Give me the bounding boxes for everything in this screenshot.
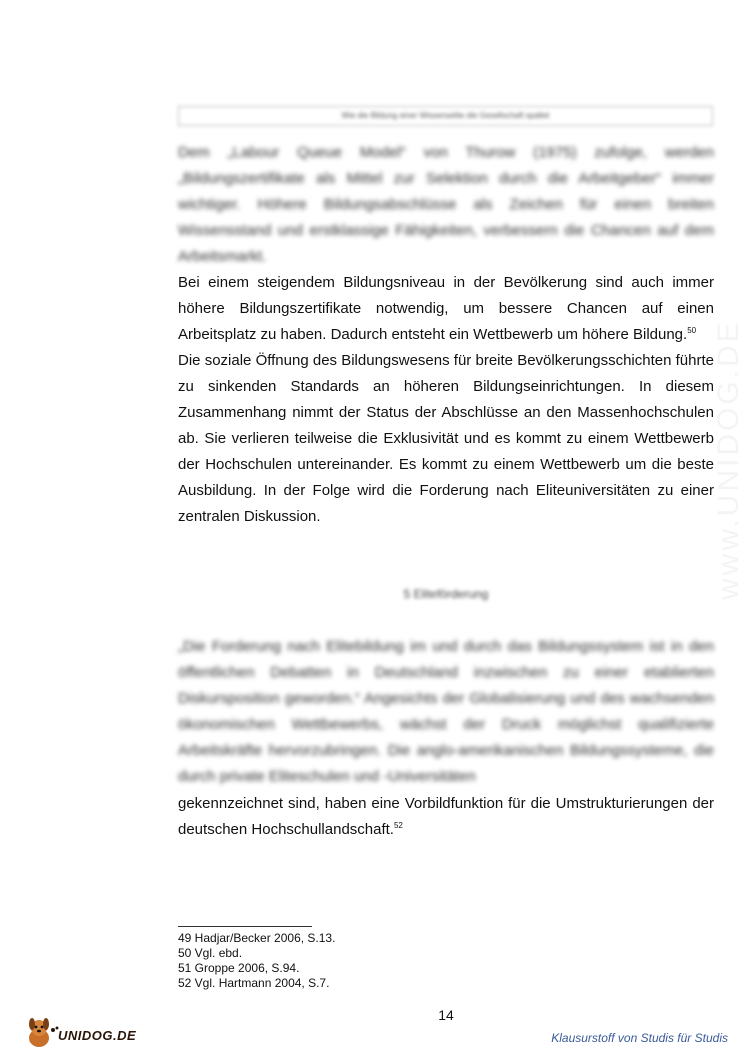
footnote-ref-52: 52 (393, 821, 403, 830)
footnote-ref-50: 50 (687, 326, 697, 335)
section-title: 5 Eliteförderung (403, 587, 489, 601)
page-header-title: Wie die Bildung einer Wissenselite die Gesellschaft spaltet (178, 106, 713, 126)
logo-text: UNIDOG.DE (58, 1028, 137, 1043)
watermark-text (712, 319, 746, 600)
paragraph-4-visible (178, 791, 714, 843)
paragraph-2 (178, 270, 714, 348)
paragraph-4-text: gekennzeichnet sind, haben eine Vorbildfunktion für die Umstrukturierungen der deutschen Hochschullandschaft. (178, 795, 714, 838)
footnotes (178, 931, 335, 991)
paragraph-blurred-1: Dem „Labour Queue Model“ von Thurow (1975) zufolge, werden „Bildungszertifikate als Mittel zur Selektion durch die Arbeitgeber“ immer wichtiger. Höhere Bildungsabschlüsse als Zeichen für einen breiten Wissensstand und erstklassige Fähigkeiten, verbessern die Chancen auf dem Arbeitsmarkt. (178, 144, 714, 265)
unidog-logo[interactable] (22, 1016, 154, 1050)
footnote-51: 51 Groppe 2006, S.94. (178, 961, 300, 975)
paragraph-blurred-4: „Die Forderung nach Elitebildung im und durch das Bildungssystem ist in den öffentlichen Debatten in Deutschland inzwischen zu einer etablierten Diskursposition geworden.“ Angesichts der Globalisierung und des wachsenden ökonomischen Wettbewerbs, wächst der Druck möglichst qualifizierte Arbeitskräfte hervorzubringen. Die anglo-amerikanischen Bildungssysteme, die durch private Eliteschulen und -Universitäten (178, 638, 714, 785)
footer-tagline: Klausurstoff von Studis für Studis (551, 1031, 728, 1045)
page-number: 14 (438, 1007, 454, 1023)
footnote-49: 49 Hadjar/Becker 2006, S.13. (178, 931, 336, 945)
paragraph-2-text: Bei einem steigendem Bildungsniveau in der Bevölkerung sind auch immer höhere Bildungszertifikate notwendig, um bessere Chancen auf einen Arbeitsplatz zu haben. Dadurch entsteht ein Wettbewerb um höhere Bildung. (178, 274, 714, 343)
footnote-50: 50 Vgl. ebd. (178, 946, 243, 960)
footnote-52: 52 Vgl. Hartmann 2004, S.7. (178, 976, 330, 990)
dog-icon (22, 1016, 62, 1050)
footnote-divider (178, 926, 312, 927)
paragraph-3: Die soziale Öffnung des Bildungswesens für breite Bevölkerungsschichten führte zu sinkenden Standards an höheren Bildungseinrichtungen. In diesem Zusammenhang nimmt der Status der Abschlüsse an den Massenhochschulen ab. Sie verlieren teilweise die Exklusivität und es kommt zu einem Wettbewerb der Hochschulen untereinander. Es kommt zu einem Wettbewerb um die beste Ausbildung. In der Folge wird die Forderung nach Eliteuniversitäten zu einer zentralen Diskussion. (178, 352, 714, 525)
